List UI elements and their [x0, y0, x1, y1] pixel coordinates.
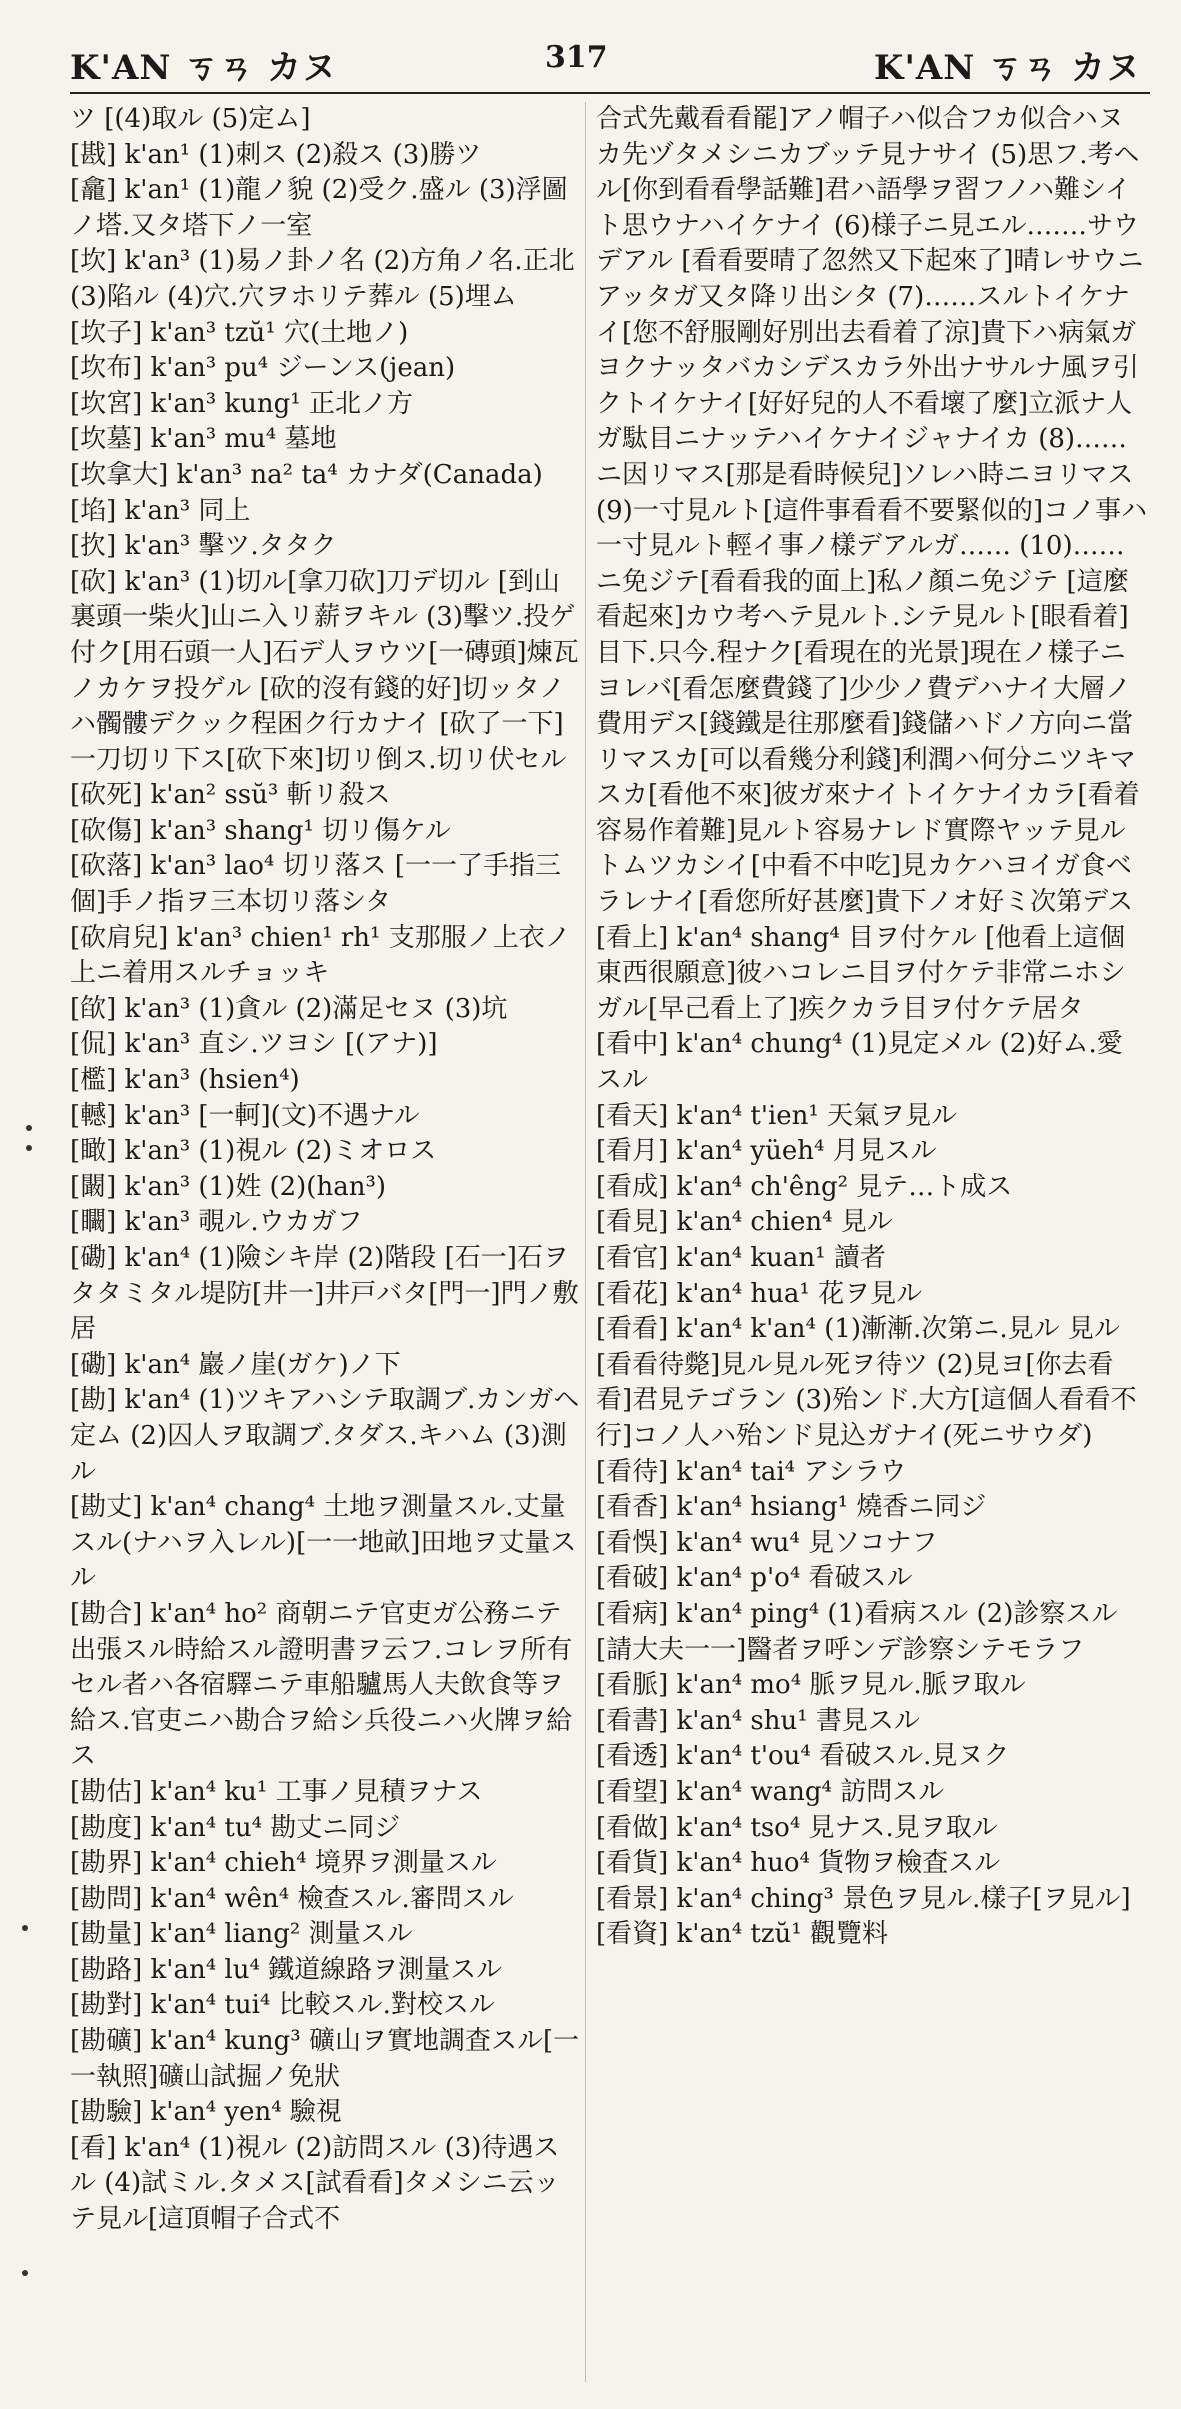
header-left: K'AN ㄎㄢ カヌ — [70, 48, 338, 88]
page-number: 317 — [545, 40, 608, 75]
running-header — [0, 40, 1181, 90]
entry: [看香] k'an⁴ hsiang¹ 燒香ニ同ジ — [596, 1492, 987, 1523]
entry: [勘度] k'an⁴ tu⁴ 勘丈ニ同ジ — [70, 1812, 401, 1843]
entry: [看官] k'an⁴ kuan¹ 讀者 — [596, 1243, 886, 1273]
entry: [埳] k'an³ 同上 — [70, 495, 251, 526]
entry: [磡] k'an⁴ (1)險シキ岸 (2)階段 [石一]石ヲタタミタル堤防[井一]井戸バタ[門一]門ノ敷居 — [70, 1243, 579, 1345]
column-separator — [585, 102, 586, 2382]
entry: [砍] k'an³ (1)切ル[拿刀砍]刀デ切ル [到山裏頭一柴火]山ニ入リ薪ヲキル (3)擊ツ.投ゲ付ク[用石頭一人]石デ人ヲウツ[一磚頭]煉瓦ノカケヲ投ゲル [砍的沒有錢的好]切ッタノハ髑髏デクック程困ク行カナイ [砍了一下]一刀切リ下ス[砍下來]切リ倒ス.切リ伏セル — [70, 566, 579, 775]
entry: [坎宮] k'an³ kung¹ 正北ノ方 — [70, 388, 413, 419]
entry: [看景] k'an⁴ ching³ 景色ヲ見ル.樣子[ヲ見ル] — [596, 1883, 1131, 1914]
margin-dot — [22, 2270, 28, 2276]
entry: [看] k'an⁴ (1)視ル (2)訪問スル (3)待遇スル (4)試ミル.タメス[試看看]タメシニ云ッテ見ル[這頂帽子合式不 — [70, 2132, 560, 2235]
entry: [勘] k'an⁴ (1)ツキアハシテ取調ブ.カンガヘ定ム (2)囚人ヲ取調ブ.タダス.キハム (3)測ル — [70, 1385, 580, 1487]
entry: [看成] k'an⁴ ch'êng² 見テ…ト成ス — [596, 1171, 1013, 1202]
entry: [勘丈] k'an⁴ chang⁴ 土地ヲ測量スル.丈量スル(ナハヲ入レル)[一一地畝]田地ヲ丈量スル — [70, 1492, 577, 1594]
entry: [勘界] k'an⁴ chieh⁴ 境界ヲ測量スル — [70, 1848, 497, 1879]
entry: [看花] k'an⁴ hua¹ 花ヲ見ル — [596, 1278, 923, 1309]
right-column — [596, 102, 1148, 1953]
entry: [砍死] k'an² ssŭ³ 斬リ殺ス — [70, 780, 391, 811]
entry: [砍傷] k'an³ shang¹ 切リ傷ケル — [70, 815, 451, 846]
entry: [看悞] k'an⁴ wu⁴ 見ソコナフ — [596, 1527, 938, 1558]
entry: [勘問] k'an⁴ wên⁴ 檢查スル.審問スル — [70, 1883, 514, 1914]
entry: [看資] k'an⁴ tzŭ¹ 觀覽料 — [596, 1919, 888, 1950]
entry: [勘量] k'an⁴ liang² 測量スル — [70, 1919, 413, 1950]
entry: [勘驗] k'an⁴ yen⁴ 驗視 — [70, 2097, 342, 2128]
entry: [看書] k'an⁴ shu¹ 書見スル — [596, 1705, 920, 1736]
entry: [看貨] k'an⁴ huo⁴ 貨物ヲ檢査スル — [596, 1848, 1001, 1879]
entry: [坎] k'an³ (1)易ノ卦ノ名 (2)方角ノ名.正北 (3)陷ル (4)穴.穴ヲホリテ葬ル (5)埋ム — [70, 246, 575, 312]
entry: [看破] k'an⁴ p'o⁴ 看破スル — [596, 1563, 913, 1594]
entry: [坎拿大] k'an³ na² ta⁴ カナダ(Canada) — [70, 459, 543, 490]
entry: [轗] k'an³ [一軻](文)不遇ナル — [70, 1100, 420, 1131]
margin-dot — [22, 1925, 28, 1931]
entry: ツ [(4)取ル (5)定ム] — [70, 104, 311, 134]
entry: [闞] k'an³ (1)姓 (2)(han³) — [70, 1171, 387, 1202]
entry: [看病] k'an⁴ ping⁴ (1)看病スル (2)診察スル[請大夫一一]醫者ヲ呼ンデ診察シテモラフ — [596, 1598, 1118, 1665]
entry: [勘估] k'an⁴ ku¹ 工事ノ見積ヲナス — [70, 1776, 483, 1807]
entry: [侃] k'an³ 直シ.ツヨシ [(アナ)] — [70, 1029, 438, 1060]
entry: [勘礦] k'an⁴ kung³ 礦山ヲ實地調査スル[一一執照]礦山試掘ノ免狀 — [70, 2026, 580, 2092]
header-rule — [70, 92, 1150, 94]
entry: [看待] k'an⁴ tai⁴ アシラウ — [596, 1456, 907, 1487]
margin-dot — [26, 1145, 32, 1151]
entry: [看見] k'an⁴ chien⁴ 見ル — [596, 1207, 893, 1238]
margin-dot — [26, 1125, 32, 1131]
entry: [看上] k'an⁴ shang⁴ 目ヲ付ケル [他看上這個東西很願意]彼ハコレニ目ヲ付ケテ非常ニホシガル[早己看上了]疾クカラ目ヲ付ケテ居タ — [596, 922, 1126, 1024]
entry: [看天] k'an⁴ t'ien¹ 天氣ヲ見ル — [596, 1100, 958, 1131]
entry: 合式先戴看看罷]アノ帽子ハ似合フカ似合ハヌカ先ヅタメシニカブッテ見ナサイ (5)思フ.考ヘル[你到看看學話難]君ハ語學ヲ習フノハ難シイト思ウナハイケナイ (6)様子ニ見エル.……サウデアル [看看要晴了忽然又下起來了]晴レサウニアッタガ又タ降リ出シタ (7)……スルトイケナイ[您不舒服剛好別出去看着了涼]貴下ハ病氣ガヨクナッタバカシデスカラ外出ナサルナ風ヲ引クトイケナイ[好好兒的人不看壞了麼]立派ナ人ガ駄目ニナッテハイケナイジャナイカ (8)……ニ因リマス[那是看時候兒]ソレハ時ニヨリマス (9)一寸見ルト[這件事看看不要緊似的]コノ事ハ一寸見ルト輕イ事ノ樣デアルガ…… (10)……ニ免ジテ[看看我的面上]私ノ顏ニ免ジテ [這麼看起來]カウ考ヘテ見ルト.シテ見ルト[眼看着]目下.只今.程ナク[看現在的光景]現在ノ樣子ニヨレバ[看怎麼費錢了]少少ノ費デハナイ大層ノ費用デス[錢鐵是往那麼看]錢儲ハドノ方向ニ當リマスカ[可以看幾分利錢]利潤ハ何分ニツキマスカ[看他不來]彼ガ來ナイトイケナイカラ[看着容易作着難]見ルト容易ナレド實際ヤッテ見ルトムツカシイ[中看不中吃]見カケハヨイガ食ベラレナイ[看您所好甚麼]貴下ノオ好ミ次第デス — [596, 104, 1148, 918]
header-right: K'AN ㄎㄢ カヌ — [873, 48, 1141, 88]
entry: [坎布] k'an³ pu⁴ ジーンス(jean) — [70, 353, 456, 384]
entry: [龕] k'an¹ (1)龍ノ貌 (2)受ク.盛ル (3)浮圖ノ塔.又タ塔下ノ一室 — [70, 175, 568, 241]
entry: [看脈] k'an⁴ mo⁴ 脈ヲ見ル.脈ヲ取ル — [596, 1670, 1026, 1701]
entry: [欿] k'an³ (1)貪ル (2)滿足セヌ (3)坑 — [70, 993, 508, 1024]
left-column — [70, 102, 580, 2238]
entry: [看看] k'an⁴ k'an⁴ (1)漸漸.次第ニ.見ル 見ル[看看待斃]見ル見ル死ヲ待ツ (2)見ヨ[你去看看]君見テゴラン (3)殆ンド.大方[這個人看看不行]コノ人ハ殆ンド見込ガナイ(死ニサウダ) — [596, 1314, 1137, 1451]
entry: [看中] k'an⁴ chung⁴ (1)見定メル (2)好ム.愛スル — [596, 1029, 1123, 1096]
entry: [砍肩兒] k'an³ chien¹ rh¹ 支那服ノ上衣ノ上ニ着用スルチョッキ — [70, 922, 571, 989]
entry: [勘對] k'an⁴ tui⁴ 比較スル.對校スル — [70, 1990, 495, 2021]
entry: [看透] k'an⁴ t'ou⁴ 看破スル.見ヌク — [596, 1741, 1010, 1772]
entry: [檻] k'an³ (hsien⁴) — [70, 1065, 300, 1096]
entry: [看望] k'an⁴ wang⁴ 訪問スル — [596, 1776, 945, 1807]
entry: [砍落] k'an³ lao⁴ 切リ落ス [一一了手指三個]手ノ指ヲ三本切リ落シタ — [70, 851, 561, 918]
entry: [戡] k'an¹ (1)刺ス (2)殺ス (3)勝ツ — [70, 139, 482, 170]
entry: [矙] k'an³ 覗ル.ウカガフ — [70, 1207, 363, 1238]
entry: [磡] k'an⁴ 巖ノ崖(ガケ)ノ下 — [70, 1349, 401, 1380]
entry: [勘路] k'an⁴ lu⁴ 鐵道線路ヲ測量スル — [70, 1954, 503, 1985]
entry: [看月] k'an⁴ yüeh⁴ 月見スル — [596, 1136, 937, 1167]
entry: [坎墓] k'an³ mu⁴ 墓地 — [70, 424, 337, 455]
entry: [扻] k'an³ 擊ツ.タタク — [70, 531, 337, 562]
entry: [瞰] k'an³ (1)視ル (2)ミオロス — [70, 1136, 437, 1167]
entry: [看做] k'an⁴ tso⁴ 見ナス.見ヲ取ル — [596, 1812, 998, 1843]
entry: [坎子] k'an³ tzŭ¹ 穴(土地ノ) — [70, 317, 409, 348]
entry: [勘合] k'an⁴ ho² 商朝ニテ官吏ガ公務ニテ出張スル時給スル證明書ヲ云フ.コレヲ所有セル者ハ各宿驛ニテ車船驢馬人夫飲食等ヲ給ス.官吏ニハ勘合ヲ給シ兵役ニハ火牌ヲ給ス — [70, 1598, 573, 1772]
